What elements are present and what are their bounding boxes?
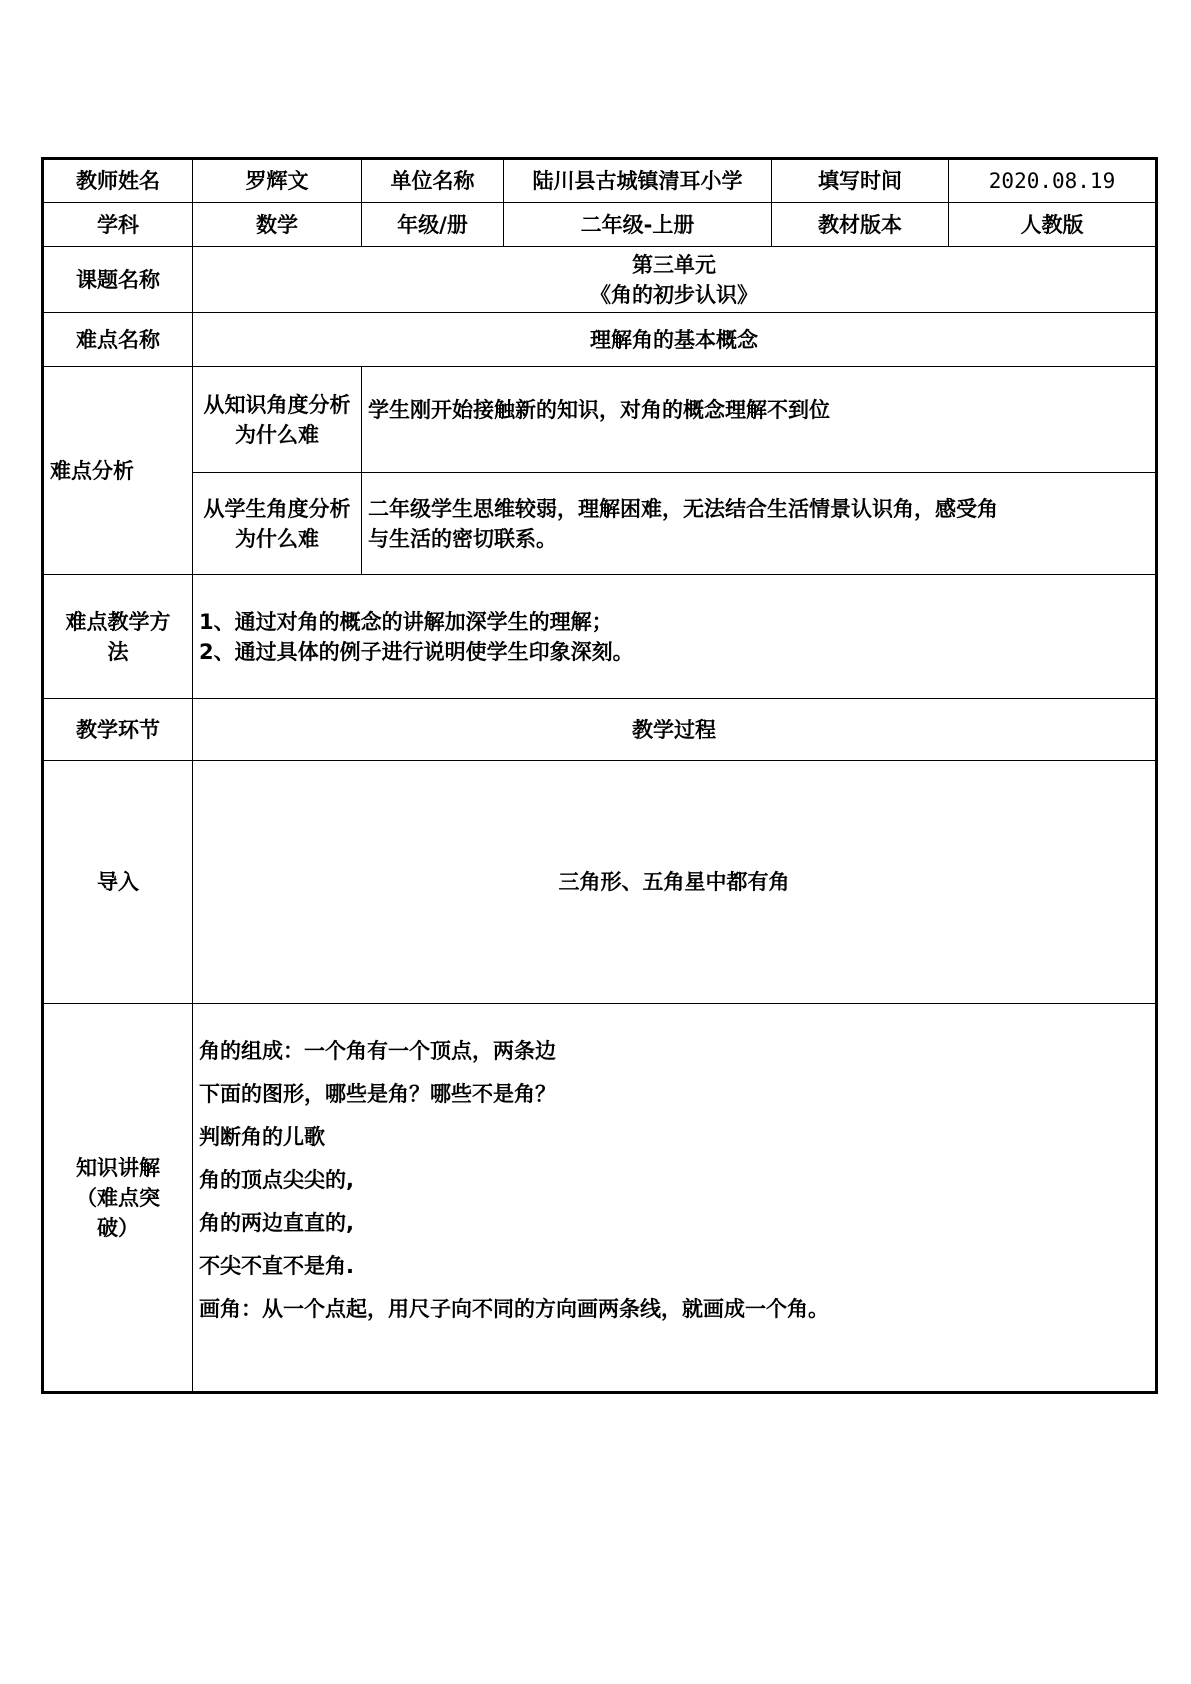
grade-label: 年级/册 [362,203,504,247]
info-row-2 [43,203,1157,247]
grade-value: 二年级-上册 [504,203,772,247]
analysis-student-row [43,473,1157,575]
explanation-label-line-1: 知识讲解 [76,1155,160,1180]
analysis-knowledge-row [43,367,1157,473]
method-row [43,575,1157,699]
method-label-line-1: 难点教学方 [65,609,171,634]
stage-label: 教学环节 [43,699,193,761]
explanation-line-4: 角的顶点尖尖的, [199,1168,354,1192]
explanation-label-line-3: 破） [97,1215,139,1240]
analysis-label: 难点分析 [43,367,193,575]
unit-label: 单位名称 [362,159,504,203]
subject-value: 数学 [193,203,362,247]
method-item-2: 2、通过具体的例子进行说明使学生印象深刻。 [199,639,634,664]
explanation-line-1: 角的组成：一个角有一个顶点，两条边 [199,1039,556,1063]
lesson-plan-table [41,157,1158,1394]
difficulty-label: 难点名称 [43,313,193,367]
explanation-row [43,1004,1157,1393]
difficulty-value: 理解角的基本概念 [193,313,1157,367]
teacher-value: 罗辉文 [193,159,362,203]
student-angle-label [193,473,362,575]
topic-value [193,247,1157,313]
student-angle-line-2: 为什么难 [235,526,319,551]
process-header-row [43,699,1157,761]
student-angle-line-1: 从学生角度分析 [203,496,351,521]
method-label-line-2: 法 [107,639,129,664]
knowledge-angle-text: 学生刚开始接触新的知识，对角的概念理解不到位 [362,367,1157,473]
explanation-line-2: 下面的图形，哪些是角？哪些不是角？ [199,1082,556,1106]
date-value: 2020.08.19 [949,159,1157,203]
student-angle-text-line-1: 二年级学生思维较弱，理解困难，无法结合生活情景认识角，感受角 [368,496,998,521]
explanation-line-5: 角的两边直直的, [199,1211,354,1235]
date-label: 填写时间 [772,159,949,203]
explanation-text [193,1004,1157,1393]
edition-label: 教材版本 [772,203,949,247]
unit-value: 陆川县古城镇清耳小学 [504,159,772,203]
knowledge-angle-label [193,367,362,473]
method-item-1: 1、通过对角的概念的讲解加深学生的理解； [199,609,613,634]
info-row-1 [43,159,1157,203]
explanation-line-7: 画角：从一个点起，用尺子向不同的方向画两条线，就画成一个角。 [199,1297,829,1321]
teacher-label: 教师姓名 [43,159,193,203]
intro-text: 三角形、五角星中都有角 [193,761,1157,1004]
subject-label: 学科 [43,203,193,247]
topic-row [43,247,1157,313]
lesson-plan-document [41,157,1155,1394]
student-angle-text [362,473,1157,575]
topic-line-2: 《角的初步认识》 [590,282,758,307]
explanation-line-6: 不尖不直不是角. [199,1254,354,1278]
student-angle-text-line-2: 与生活的密切联系。 [368,526,557,551]
topic-line-1: 第三单元 [632,252,716,277]
knowledge-angle-line-1: 从知识角度分析 [203,392,351,417]
knowledge-angle-line-2: 为什么难 [235,422,319,447]
topic-label: 课题名称 [43,247,193,313]
intro-label: 导入 [43,761,193,1004]
explanation-label [43,1004,193,1393]
edition-value: 人教版 [949,203,1157,247]
explanation-line-3: 判断角的儿歌 [199,1125,325,1149]
process-label: 教学过程 [193,699,1157,761]
explanation-label-line-2: （难点突 [76,1185,160,1210]
intro-row [43,761,1157,1004]
method-text [193,575,1157,699]
method-label [43,575,193,699]
difficulty-row [43,313,1157,367]
